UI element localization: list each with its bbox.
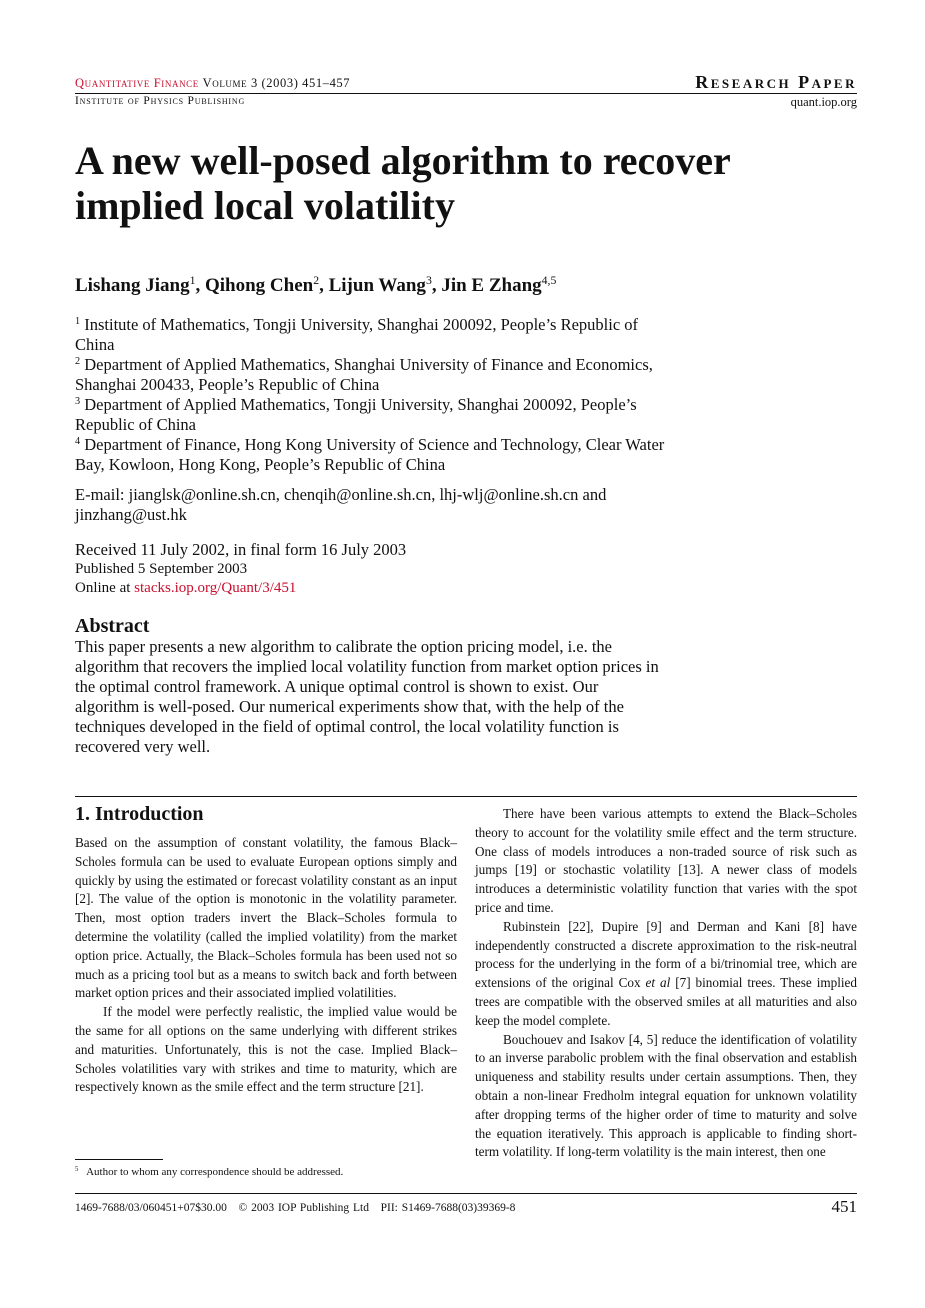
footer-info: 1469-7688/03/060451+07$30.00 © 2003 IOP Publishing Ltd PII: S1469-7688(03)39369-8: [75, 1202, 516, 1214]
affiliation: [75, 435, 675, 475]
affiliation-number: 2: [75, 355, 81, 367]
author-sup: 1: [189, 273, 196, 287]
affiliation-text: Department of Finance, Hong Kong University of Science and Technology, Clear Water Bay, Kowloon, Hong Kong, People’s Republic of China: [75, 435, 665, 474]
publisher: Institute of Physics Publishing: [75, 95, 246, 107]
footnote-rule: [75, 1159, 163, 1160]
right-column: [475, 805, 857, 1162]
affiliation-number: 4: [75, 435, 81, 447]
received-date: Received 11 July 2002, in final form 16 July 2003: [75, 540, 407, 559]
author-name: Qihong Chen: [204, 275, 314, 296]
online-line: [75, 579, 675, 598]
author-sup: 4,5: [541, 273, 557, 287]
affiliation: [75, 315, 675, 355]
paragraph: If the model were perfectly realistic, the implied value would be the same for all options on the same underlying with different strikes and maturities. Unfortunately, this is not the case. Implied Black–Scholes volatilities vary with strikes and time to maturity, which are respectively known as the smile effect and the term structure [21].: [75, 1004, 457, 1095]
online-link[interactable]: stacks.iop.org/Quant/3/451: [134, 580, 297, 596]
affiliation-number: 3: [75, 395, 81, 407]
left-column: [75, 834, 457, 1097]
paragraph: There have been various attempts to extend the Black–Scholes theory to account for the volatility smile effect and the term structure. One class of models introduces a non-traded source of risk such as jumps [19] or stochastic volatility [13]. A newer class of models introduces a deterministic volatility function that varies with the spot price and time.: [475, 806, 857, 915]
online-label: Online at: [75, 580, 131, 596]
paragraph-text: [7] binomial trees. These implied trees are compatible with the observed smiles at all maturities and also keep the model complete.: [475, 975, 858, 1028]
affiliation: [75, 355, 675, 395]
author-list: Lishang Jiang$^1$, Qihong Chen$^2$, Lijun Wang$^3$, Jin E Zhang$^{4,5}$: [75, 273, 557, 296]
abstract-text: This paper presents a new algorithm to calibrate the option pricing model, i.e. the algorithm that recovers the implied local volatility function from market option prices in the optimal control framework. A unique optimal control is shown to exist. Our algorithm is well-posed. Our numerical experiments show that, with the help of the techniques developed in the field of optimal control, the local volatility function is recovered very well.: [75, 637, 659, 756]
journal-header: [75, 76, 350, 91]
affiliations: [75, 315, 675, 475]
author-name: Lijun Wang: [328, 275, 426, 296]
journal-name: Quantitative Finance: [75, 76, 199, 90]
paragraph: Based on the assumption of constant volatility, the famous Black–Scholes formula can be used to evaluate European options simply and quickly by using the estimated or forecast volatility constant as an input [2]. The value of the option is monotonic in the volatility parameter. Then, most option traders invert the Black–Scholes formula to determine the volatility (called the implied volatility) from the market option price. Actually, the Black–Scholes formula has been used not so much as a pricing tool but as a means to switch back and forth between market option prices and their associated implied volatilities.: [75, 835, 457, 1001]
italic-text: et al: [645, 975, 671, 991]
affiliation: [75, 395, 675, 435]
published-date: Published 5 September 2003: [75, 561, 248, 577]
affiliation-text: Institute of Mathematics, Tongji University, Shanghai 200092, People’s Republic of China: [75, 315, 639, 354]
page-number: 451: [831, 1197, 857, 1216]
email-contacts: E-mail: jianglsk@online.sh.cn, chenqih@online.sh.cn, lhj-wlj@online.sh.cn and jinzhang@ust.hk: [75, 485, 607, 524]
footnote-number: 5: [75, 1165, 79, 1173]
author-name: Lishang Jiang: [75, 275, 190, 296]
author-sup: 2: [313, 273, 320, 287]
header-rule: [75, 93, 857, 94]
abstract-heading: Abstract: [75, 615, 150, 637]
author-sup: 3: [425, 273, 432, 287]
footnote: [75, 1166, 343, 1178]
section-rule: [75, 796, 857, 797]
publication-dates: [75, 540, 675, 598]
footnote-text: Author to whom any correspondence should be addressed.: [86, 1166, 344, 1178]
paragraph: Bouchouev and Isakov [4, 5] reduce the identification of volatility to an inverse parabolic problem with the final observation and establish uniqueness and stability results under certain assumptions. Then, they obtain a non-linear Fredholm integral equation for unknown volatility after dropping terms of the higher order of time to maturity and solve the equation iteratively. This approach is applicable to finding short-term volatility. If long-term volatility is the main interest, then one: [475, 1031, 857, 1160]
site-url: quant.iop.org: [790, 95, 857, 109]
affiliation-text: Department of Applied Mathematics, Shanghai University of Finance and Economics, Shanghai 200433, People’s Republic of China: [75, 355, 653, 394]
footer-rule: [75, 1193, 857, 1194]
affiliation-text: Department of Applied Mathematics, Tongji University, Shanghai 200092, People’s Republic of China: [75, 395, 637, 434]
journal-volume: Volume 3 (2003) 451–457: [202, 76, 351, 90]
article-type: Research Paper: [695, 72, 857, 92]
paragraph-text: Rubinstein [22], Dupire [9] and Derman and Kani [8] have independently constructed a discrete approximation to the risk-neutral process for the underlying in the form of a bi/trinomial tree, which are extensions of the original Cox: [475, 918, 857, 991]
paper-title: A new well-posed algorithm to recover implied local volatility: [75, 138, 731, 228]
affiliation-number: 1: [75, 315, 81, 327]
author-name: Jin E Zhang: [441, 275, 542, 296]
section-heading: 1. Introduction: [75, 803, 204, 825]
paragraph: [475, 918, 857, 1031]
